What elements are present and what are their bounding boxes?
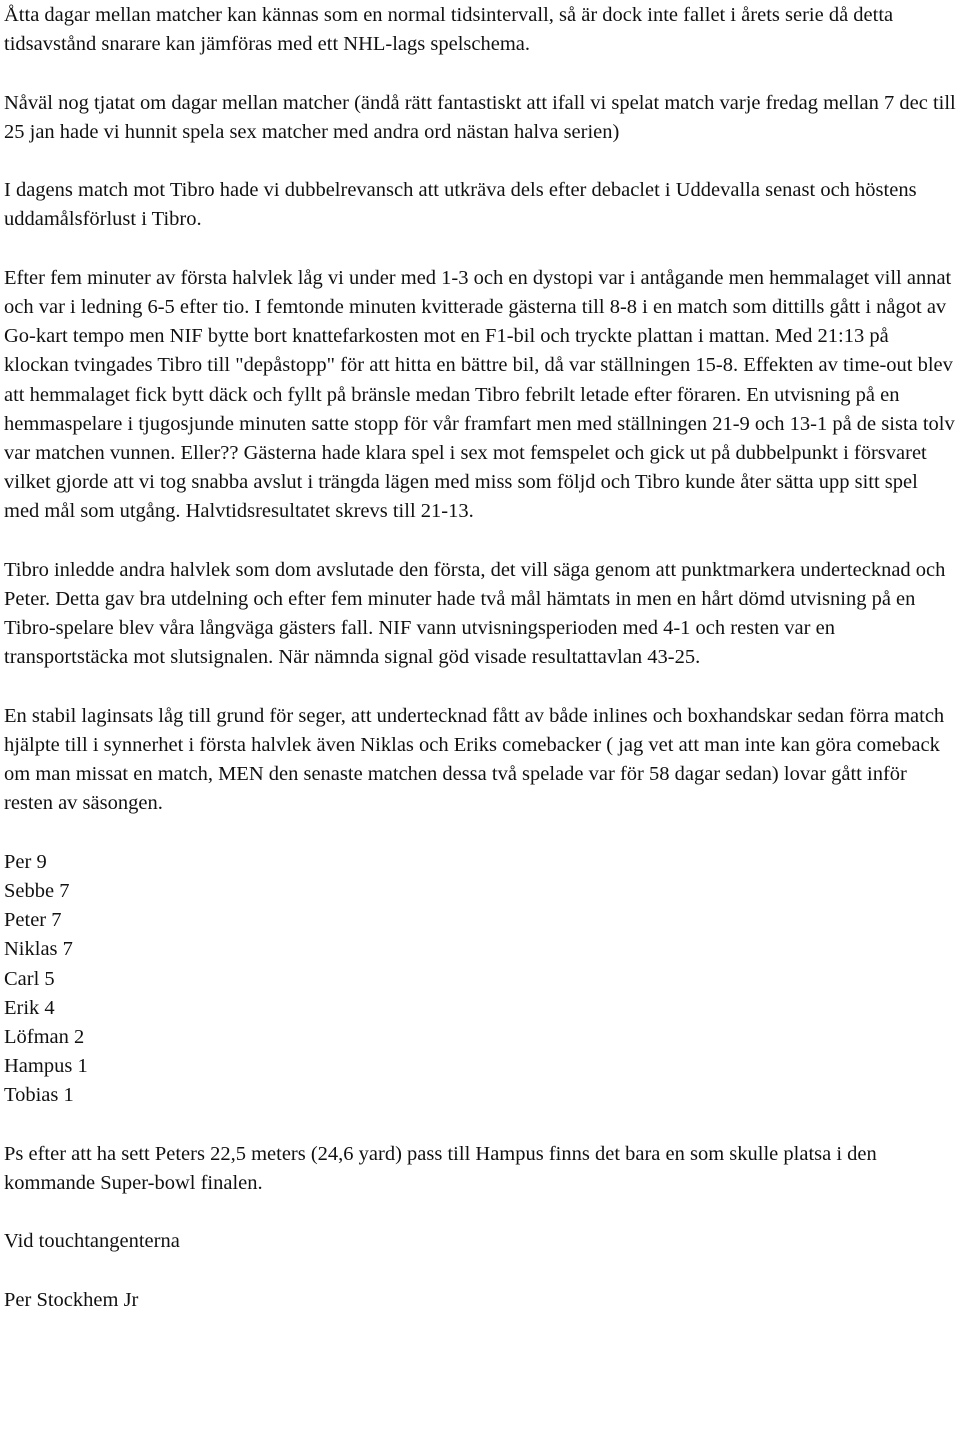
paragraph-revenge: I dagens match mot Tibro hade vi dubbelrevansch att utkräva dels efter debaclet i Uddevalla senast och höstens uddamålsförlust i Tibro. [4,179,917,231]
list-item: Sebbe 7 [4,880,70,902]
closing-line: Vid touchtangenterna [4,1230,180,1253]
paragraph-first-half: Efter fem minuter av första halvlek låg vi under med 1-3 och en dystopi var i antågande men hemmalaget vill annat och var i ledning 6-5 efter tio. I femtonde minuten kvitterade gästerna till 8-8 i en match som dittills gått i något av Go-kart tempo men NIF bytte bort knattefarkosten mot en F1-bil och tryckte plattan i mattan. Med 21:13 på klockan tvingades Tibro till "depåstopp" för att hitta en bättre bil, då var ställningen 15-8. Effekten av time-out blev att hemmalaget fick bytt däck och fyllt på bränsle medan Tibro febrilt letade efter föraren. En utvisning på en hemmaspelare i tjugosjunde minuten satte stopp för vår framfart men med ställningen 21-9 och 13-1 på de sista tolv var matchen vunnen. Eller?? Gästerna hade klara spel i sex mot femspelet och gick ut på dubbelpunkt i försvaret vilket gjorde att vi tog snabba avslut i trängda lägen med miss som följd och Tibro kunde åter sätta upp sitt spel med mål som utgång. Halvtidsresultatet skrevs till 21-13. [4,266,955,523]
list-item: Carl 5 [4,967,55,990]
list-item: Niklas 7 [4,938,73,961]
list-item: Tobias 1 [4,1084,74,1107]
player-scores-list [4,848,956,1111]
paragraph-days-between-matches: Nåväl nog tjatat om dagar mellan matcher (ändå rätt fantastiskt att ifall vi spelat match varje fredag mellan 7 dec till 25 jan hade vi hunnit spela sex matcher med andra ord nästan halva serien) [4,91,956,143]
paragraph-team-effort: En stabil laginsats låg till grund för seger, att undertecknad fått av både inlines och boxhandskar sedan förra match hjälpte till i synnerhet i första halvlek även Niklas och Eriks comebacker ( jag vet att man inte kan göra comeback om man missat en match, MEN den senaste matchen dessa två spelade var för 58 dagar sedan) lovar gått inför resten av säsongen. [4,704,945,815]
list-item: Erik 4 [4,996,55,1019]
list-item: Per 9 [4,850,47,873]
postscript: Ps efter att ha sett Peters 22,5 meters (24,6 yard) pass till Hampus finns det bara en som skulle platsa i den kommande Super-bowl finalen. [4,1142,877,1195]
list-item: Peter 7 [4,909,62,932]
paragraph-second-half: Tibro inledde andra halvlek som dom avslutade den första, det vill säga genom att punktmarkera undertecknad och Peter. Detta gav bra utdelning och efter fem minuter hade två mål hämtats in men en hårt dömd utvisning på en Tibro-spelare blev våra långväga gästers fall. NIF vann utvisningsperioden med 4-1 och resten var en transportstäcka mot slutsignalen. När nämnda signal göd visade resultattavlan 43-25. [4,558,946,669]
author-signature: Per Stockhem Jr [4,1288,139,1311]
list-item: Löfman 2 [4,1026,85,1049]
article-body [4,1,956,1344]
paragraph-intro: Åtta dagar mellan matcher kan kännas som en normal tidsintervall, så är dock inte fallet i årets serie då detta tidsavstånd snarare kan jämföras med ett NHL-lags spelschema. [4,4,894,56]
list-item: Hampus 1 [4,1055,88,1078]
